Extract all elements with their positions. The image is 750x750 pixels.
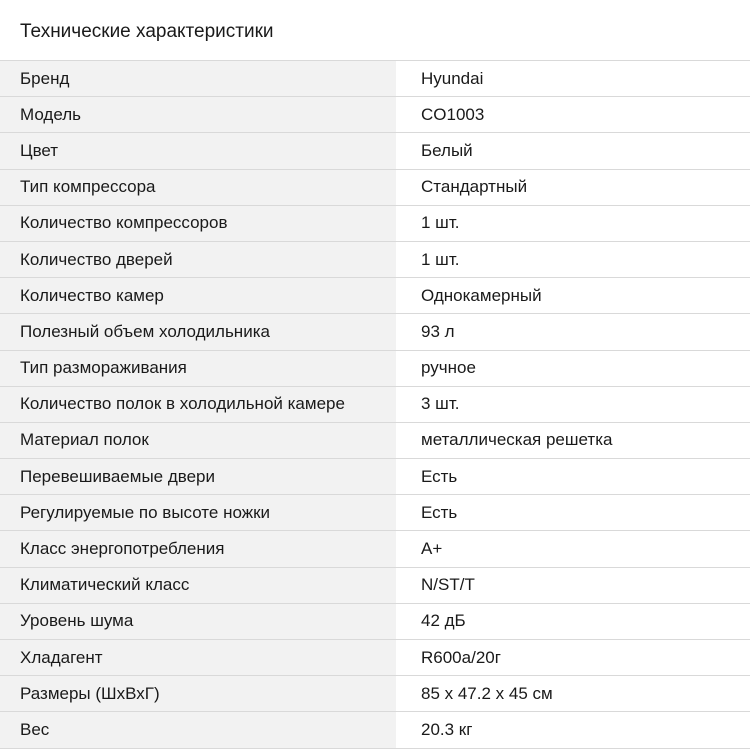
spec-row — [0, 640, 750, 676]
spec-value: Есть — [396, 495, 750, 531]
spec-value: Есть — [396, 459, 750, 495]
spec-label: Вес — [0, 712, 396, 748]
spec-label: Перевешиваемые двери — [0, 459, 396, 495]
spec-row — [0, 97, 750, 133]
spec-table — [0, 60, 750, 749]
spec-label: Регулируемые по высоте ножки — [0, 495, 396, 531]
spec-row — [0, 422, 750, 458]
spec-value: Однокамерный — [396, 278, 750, 314]
spec-label: Бренд — [0, 61, 396, 97]
spec-value: N/ST/T — [396, 567, 750, 603]
spec-row — [0, 133, 750, 169]
spec-value: 42 дБ — [396, 603, 750, 639]
spec-label: Хладагент — [0, 640, 396, 676]
spec-row — [0, 314, 750, 350]
spec-value: ручное — [396, 350, 750, 386]
spec-label: Размеры (ШхВхГ) — [0, 676, 396, 712]
spec-label: Тип компрессора — [0, 169, 396, 205]
spec-table-body — [0, 61, 750, 749]
spec-value: 93 л — [396, 314, 750, 350]
spec-value: 3 шт. — [396, 386, 750, 422]
spec-row — [0, 676, 750, 712]
spec-row — [0, 169, 750, 205]
spec-label: Количество компрессоров — [0, 205, 396, 241]
spec-row — [0, 241, 750, 277]
spec-label: Количество полок в холодильной камере — [0, 386, 396, 422]
spec-value: CO1003 — [396, 97, 750, 133]
spec-value: Hyundai — [396, 61, 750, 97]
spec-label: Количество камер — [0, 278, 396, 314]
spec-value: A+ — [396, 531, 750, 567]
spec-row — [0, 495, 750, 531]
spec-label: Модель — [0, 97, 396, 133]
spec-row — [0, 531, 750, 567]
spec-label: Материал полок — [0, 422, 396, 458]
spec-value: 85 x 47.2 x 45 см — [396, 676, 750, 712]
spec-label: Тип размораживания — [0, 350, 396, 386]
spec-row — [0, 567, 750, 603]
spec-row — [0, 712, 750, 748]
spec-value: R600a/20г — [396, 640, 750, 676]
spec-row — [0, 459, 750, 495]
spec-row — [0, 350, 750, 386]
spec-label: Полезный объем холодильника — [0, 314, 396, 350]
page-title: Технические характеристики — [20, 21, 274, 42]
spec-value: Стандартный — [396, 169, 750, 205]
spec-row — [0, 386, 750, 422]
spec-value: 1 шт. — [396, 205, 750, 241]
spec-value: 1 шт. — [396, 241, 750, 277]
spec-row — [0, 278, 750, 314]
spec-row — [0, 603, 750, 639]
spec-value: металлическая решетка — [396, 422, 750, 458]
spec-row — [0, 61, 750, 97]
spec-label: Количество дверей — [0, 241, 396, 277]
spec-row — [0, 205, 750, 241]
spec-label: Климатический класс — [0, 567, 396, 603]
spec-label: Цвет — [0, 133, 396, 169]
spec-value: Белый — [396, 133, 750, 169]
spec-label: Уровень шума — [0, 603, 396, 639]
spec-label: Класс энергопотребления — [0, 531, 396, 567]
spec-value: 20.3 кг — [396, 712, 750, 748]
